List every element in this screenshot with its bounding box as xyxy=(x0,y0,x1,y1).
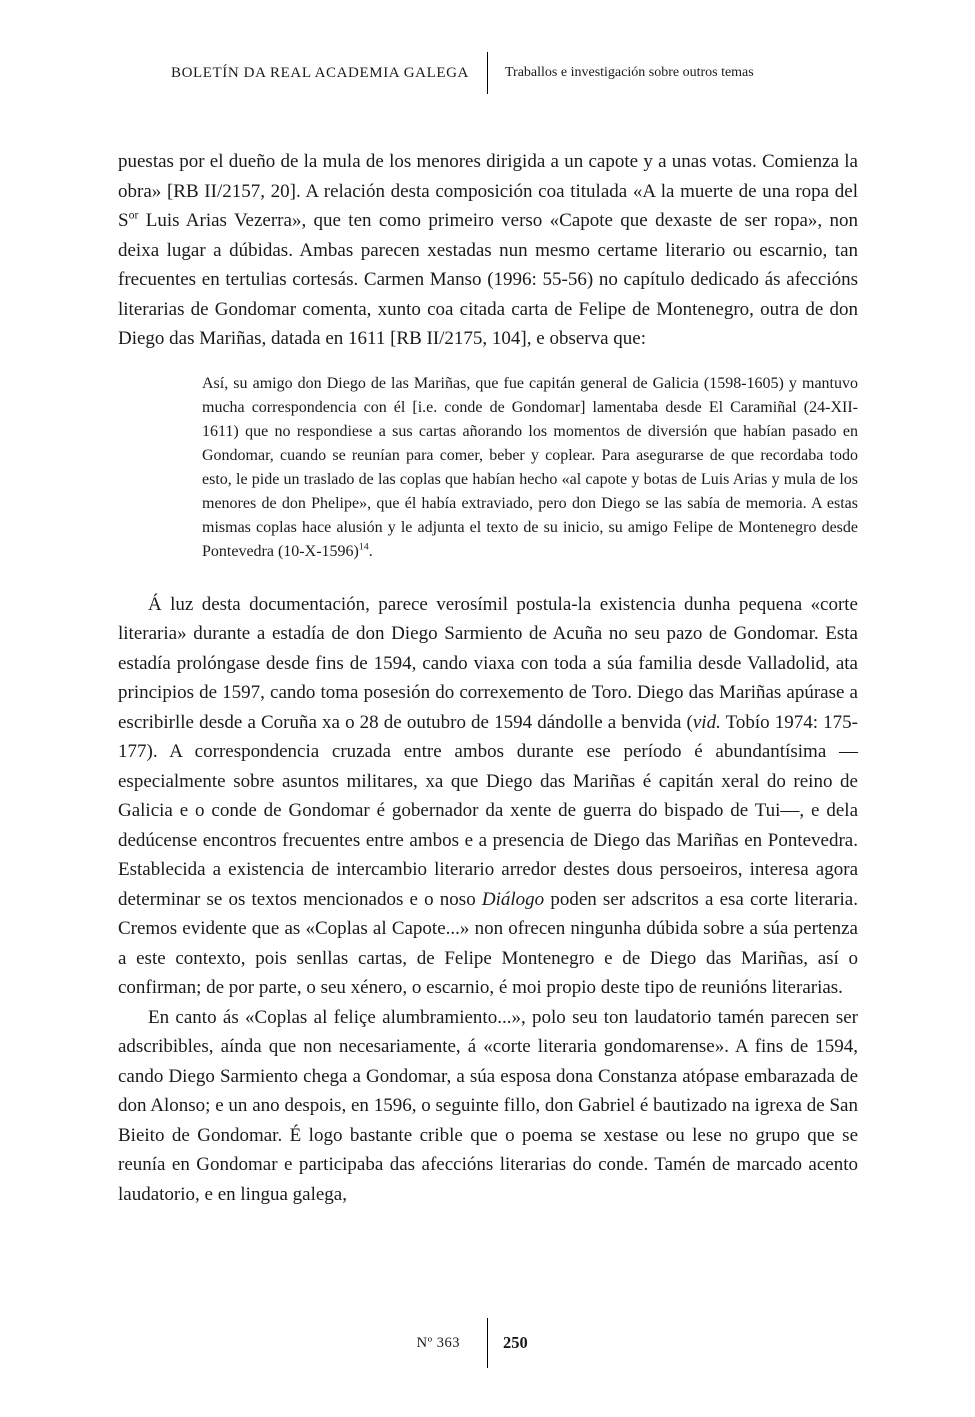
paragraph xyxy=(118,590,858,1003)
text-segment: poden ser adscritos a esa corte literaria. Cremos evidente que as «Coplas al Capote...» non ofrecen ningunha dúbida sobre a súa pertenza a este contexto, pois senllas cartas, de Felipe Montenegro e de Diego das Mariñas, así o confirman; de por parte, o seu xénero, o escarnio, é moi propio deste tipo de reunións literarias. xyxy=(118,888,858,998)
paragraph xyxy=(118,1003,858,1210)
superscript: 14 xyxy=(358,541,369,553)
text-segment: vid. xyxy=(692,711,721,733)
page-header xyxy=(0,52,975,94)
text-segment: Así, su amigo don Diego de las Mariñas, que fue capitán general de Galicia (1598-1605) y mantuvo mucha correspondencia con él [i.e. conde de Gondomar] lamentaba desde El Caramiñal (24-XII-1611) que no respondiese a sus cartas añorando los momentos de diversión que habían pasado en Gondomar, cuando se reunían para comer, beber y coplear. Para asegurarse de que recordaba todo esto, le pide un traslado de las coplas que habían hecho «al capote y botas de Luis Arias y mula de los menores de don Phelipe», que él había extraviado, pero don Diego se las sabía de memoria. A estas mismas coplas hace alusión y le adjunta el texto de su inicio, su amigo Felipe de Montenegro desde Pontevedra (10-X-1596) xyxy=(202,374,858,560)
superscript: or xyxy=(128,208,139,222)
issue-number: Nº 363 xyxy=(416,1334,460,1351)
page-number: 250 xyxy=(503,1333,528,1352)
text-segment: En canto ás «Coplas al feliçe alumbramiento...», polo seu ton laudatorio tamén parecen ser adscribibles, aínda que non necesariamente, á «corte literaria gondomarense». A fins de 1594, cando Diego Sarmiento chega a Gondomar, a súa esposa dona Constanza atópase embarazada de don Alonso; e un ano despois, en 1596, o seguinte fillo, don Gabriel é bautizado na igrexa de San Bieito de Gondomar. É logo bastante crible que o poema se xestase ou lese no grupo que se reunía en Gondomar e participaba das afeccións literarias do conde. Tamén de marcado acento laudatorio, e en lingua galega, xyxy=(118,1006,858,1205)
article-body xyxy=(118,147,858,1209)
journal-title: BOLETÍN DA REAL ACADEMIA GALEGA xyxy=(170,64,469,81)
page-footer xyxy=(0,1318,975,1368)
text-segment: Luis Arias Vezerra», que ten como primeiro verso «Capote que dexaste de ser ropa», non deixa lugar a dúbidas. Ambas parecen xestadas nun mesmo certame literario ou escarnio, tan frecuentes en tertulias cortesás. Carmen Manso (1996: 55-56) no capítulo dedicado ás afeccións literarias de Gondomar comenta, xunto coa citada carta de Felipe de Montenegro, outra de don Diego das Mariñas, datada en 1611 [RB II/2175, 104], e observa que: xyxy=(118,210,858,349)
text-segment: Á luz desta documentación, parece verosímil postula-la existencia dunha pequena «corte literaria» durante a estadía de don Diego Sarmiento de Acuña no seu pazo de Gondomar. Esta estadía prolóngase desde fins de 1594, cando viaxa con toda a súa familia desde Valladolid, ata principios de 1597, cando toma posesión do correxemento de Toro. Diego das Mariñas apúrase a escribirlle desde a Coruña xa o 28 de outubro de 1594 dándolle a benvida ( xyxy=(118,593,858,733)
blockquote xyxy=(202,372,858,564)
text-segment: Diálogo xyxy=(481,888,545,910)
text-segment: puestas por el dueño de la mula de los menores dirigida a un capote y a unas votas. Comienza la obra» [RB II/2157, 20]. A relación desta composición coa titulada «A la muerte de una ropa del S xyxy=(118,151,858,231)
text-segment: . xyxy=(368,542,373,560)
section-title: Traballos e investigación sobre outros temas xyxy=(505,65,754,80)
text-segment: Tobío 1974: 175-177). A correspondencia cruzada entre ambos durante ese período é abundantísima —especialmente sobre asuntos militares, xa que Diego das Mariñas é capitán xeral do reino de Galicia e o conde de Gondomar é gobernador da xente de guerra do bispado de Tui—, e dela dedúcense encontros frecuentes entre ambos e a presencia de Diego das Mariñas en Pontevedra. Establecida a existencia de intercambio literario arredor destes dous persoeiros, interesa agora determinar se os textos mencionados e o noso xyxy=(118,711,858,910)
paragraph xyxy=(118,147,858,354)
